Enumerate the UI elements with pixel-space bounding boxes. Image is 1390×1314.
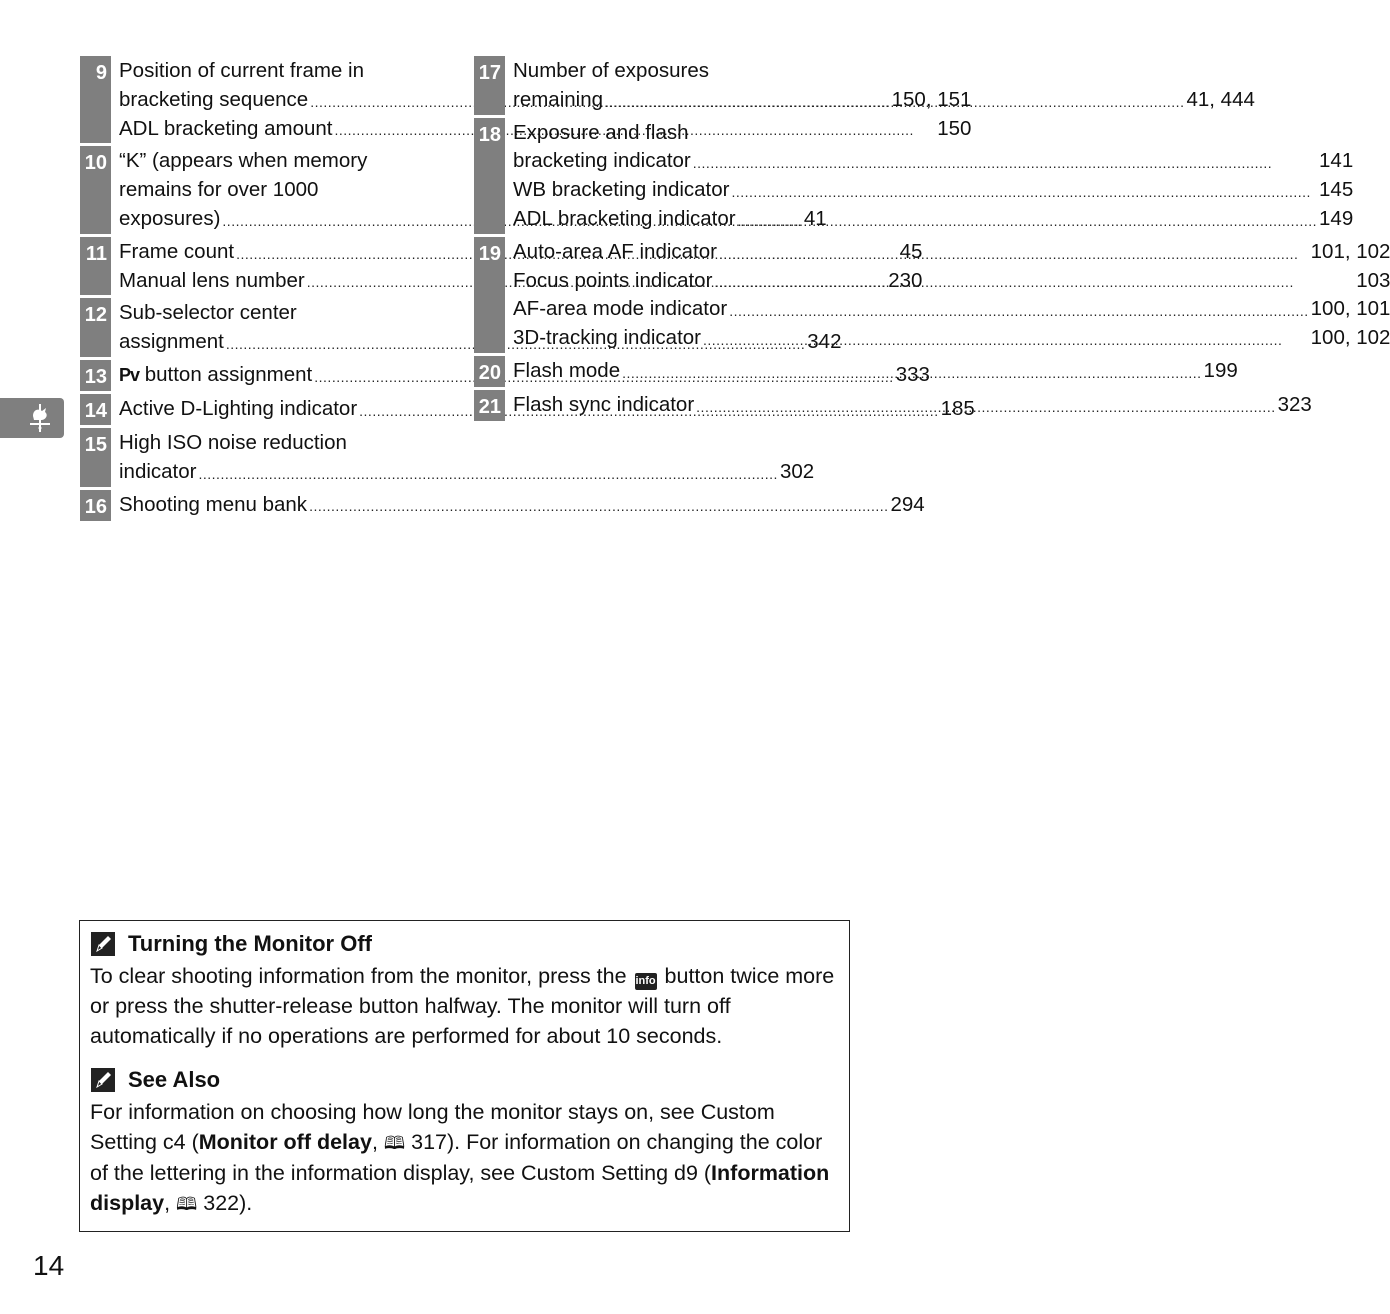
page-ref[interactable]: 101, 102 [1310, 239, 1390, 263]
item-number-badge: 19 [474, 237, 505, 353]
item-line [513, 119, 1353, 148]
item-label: ADL bracketing indicator [513, 206, 736, 230]
leader-dots [729, 304, 1308, 324]
note-text: ). For information on changing the color of the lettering in the information display, see Custom Setting d9 ( [90, 1130, 823, 1185]
item-number-badge: 10 [80, 146, 111, 233]
page-ref[interactable]: 342 [807, 330, 842, 354]
item-number-badge: 20 [474, 356, 505, 387]
item-label: assignment [119, 330, 224, 354]
page-ref[interactable]: 41, 444 [1186, 87, 1255, 111]
item-number-badge: 15 [80, 428, 111, 487]
item-label: bracketing sequence [119, 87, 309, 111]
book-icon: 🕮 [176, 1194, 198, 1214]
item-label: exposures) [119, 206, 221, 230]
pv-button-icon: Pv [119, 364, 140, 385]
item-line [513, 86, 1255, 115]
page-ref[interactable]: 323 [1277, 392, 1312, 416]
leader-dots [199, 467, 778, 487]
item-label: Active D-Lighting indicator [119, 396, 358, 420]
leader-dots [622, 366, 1201, 386]
item-line [513, 176, 1353, 205]
page-ref[interactable]: 230 [888, 268, 923, 292]
note-text: , [164, 1191, 177, 1215]
page-ref[interactable]: 141 [1319, 149, 1354, 173]
page-ref[interactable]: 145 [1319, 178, 1354, 202]
page-ref[interactable]: 294 [890, 492, 925, 516]
note-text: To clear shooting information from the monitor, press the [90, 964, 627, 988]
item-line [513, 205, 1353, 234]
note-title: Turning the Monitor Off [128, 931, 372, 956]
item-label: WB bracketing indicator [513, 178, 730, 202]
note-heading-see-also [90, 1065, 839, 1095]
page-ref[interactable]: 333 [895, 362, 930, 386]
legend-item [80, 490, 925, 521]
item-label: Shooting menu bank [119, 492, 308, 516]
item-line [513, 357, 1238, 386]
item-number-badge: 12 [80, 298, 111, 357]
setting-name: Monitor off delay [198, 1130, 372, 1154]
item-label: Position of current frame in [119, 59, 364, 82]
item-label: “K” (appears when memory [119, 149, 368, 173]
leader-dots [738, 214, 1317, 234]
page-ref[interactable]: 185 [940, 396, 975, 420]
leader-dots [731, 185, 1317, 205]
item-number-badge: 16 [80, 490, 111, 521]
item-label: bracketing indicator [513, 149, 691, 173]
note-text: ). [239, 1191, 253, 1215]
item-label: Exposure and flash [513, 120, 689, 144]
item-label: indicator [119, 459, 197, 483]
page-ref[interactable]: 100, 101 [1310, 297, 1390, 321]
item-line [119, 429, 814, 458]
item-label: AF-area mode indicator [513, 297, 728, 321]
note-text: For information on choosing how long the monitor stays on, see Custom Setting c4 ( [90, 1100, 775, 1154]
item-line [513, 324, 1390, 353]
page-ref[interactable]: 322 [203, 1191, 240, 1215]
item-label: Manual lens number [119, 268, 305, 292]
item-label: button assignment [139, 362, 313, 386]
item-label: ADL bracketing amount [119, 116, 333, 140]
leader-dots [309, 499, 888, 519]
leader-dots [714, 275, 1354, 295]
page-number: 14 [33, 1250, 65, 1281]
item-number-badge: 18 [474, 118, 505, 234]
item-label: Focus points indicator [513, 268, 713, 292]
item-label: High ISO noise reduction [119, 430, 347, 454]
item-number-badge: 14 [80, 394, 111, 425]
item-line [119, 458, 814, 487]
note-body-monitor-off [90, 961, 839, 1051]
note-text: , [371, 1130, 384, 1154]
page-ref[interactable]: 45 [899, 239, 923, 263]
book-icon: 🕮 [383, 1133, 406, 1153]
item-number-badge: 21 [474, 390, 505, 421]
page-ref[interactable]: 150 [937, 116, 972, 140]
item-label: 3D-tracking indicator [513, 326, 701, 350]
item-number-badge: 9 [80, 56, 111, 143]
item-line [513, 295, 1390, 324]
item-line [513, 57, 1255, 86]
item-label: remains for over 1000 [119, 178, 319, 202]
item-label: Flash mode [513, 358, 621, 382]
item-label: Auto-area AF indicator [513, 239, 717, 263]
weathervane-icon [24, 402, 56, 434]
item-label: Sub-selector center [119, 301, 297, 325]
item-number-badge: 17 [474, 56, 505, 115]
leader-dots [719, 247, 1309, 267]
page-ref[interactable]: 149 [1319, 206, 1354, 230]
note-heading-monitor-off [90, 929, 839, 959]
item-number-badge: 11 [80, 237, 111, 296]
note-title: See Also [128, 1067, 221, 1092]
legend-item [80, 428, 815, 487]
pencil-note-icon [90, 1067, 116, 1093]
info-button-icon: info [635, 973, 657, 990]
leader-dots [693, 156, 1317, 176]
leader-dots [696, 400, 1275, 420]
item-line [119, 491, 925, 520]
notes-box [79, 920, 850, 1232]
item-label: remaining [513, 87, 604, 111]
leader-dots [703, 333, 1309, 353]
page-ref[interactable]: 302 [779, 459, 815, 483]
item-label: Frame count [119, 239, 235, 263]
item-number-badge: 13 [80, 360, 111, 391]
note-body-see-also [90, 1097, 839, 1219]
leader-dots [605, 95, 1184, 115]
item-label: Number of exposures [513, 59, 709, 82]
page-ref[interactable]: 150, 151 [891, 87, 972, 111]
pencil-note-icon [90, 931, 116, 957]
page-ref[interactable]: 199 [1203, 358, 1238, 382]
item-line [513, 391, 1312, 420]
item-line [513, 147, 1353, 176]
page-ref[interactable]: 317 [411, 1130, 447, 1154]
setting-name: Information display [90, 1161, 830, 1215]
page-ref[interactable]: 41 [803, 206, 827, 230]
note-text: button twice more or press the shutter-release button halfway. The monitor will turn off automatically if no operations are performed for about 10 seconds. [90, 964, 835, 1048]
item-line [513, 267, 1390, 296]
chapter-tab [0, 398, 64, 438]
item-line [513, 238, 1390, 267]
page-ref[interactable]: 100, 102 [1310, 326, 1390, 350]
page-ref[interactable]: 103 [1356, 268, 1390, 292]
item-label: Flash sync indicator [513, 392, 695, 416]
